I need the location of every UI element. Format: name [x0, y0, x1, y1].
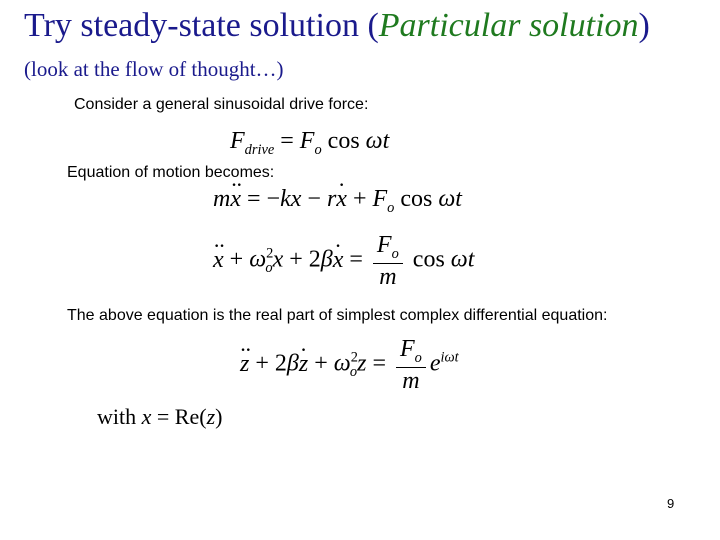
- drive-force-equation: [230, 128, 389, 159]
- eq-symbol: F: [376, 232, 392, 258]
- with-text: ): [215, 404, 223, 429]
- eq-numerator: [373, 232, 403, 264]
- eq-symbol: x: [272, 246, 284, 273]
- eq-function: cos: [321, 128, 366, 154]
- complex-equation: [240, 336, 459, 394]
- eq-fraction: [396, 336, 426, 394]
- with-text: with: [97, 404, 142, 429]
- equation-of-motion: [213, 186, 462, 217]
- eq-operator: +: [346, 186, 373, 212]
- eq-symbol: ωt: [438, 186, 462, 212]
- eq-subscript: o: [265, 260, 273, 277]
- eq-denominator: m: [379, 263, 397, 290]
- eq-superscript: 2: [266, 245, 274, 262]
- eq-symbol: e: [429, 350, 441, 377]
- eq-symbol: ·· x: [230, 186, 241, 213]
- eq-symbol: F: [372, 186, 388, 212]
- eq-subscript: drive: [244, 141, 275, 158]
- eq-symbol: β: [320, 246, 333, 273]
- eq-subscript: o: [387, 199, 395, 216]
- eq-symbol: x: [141, 404, 152, 429]
- eq-symbol: ωt: [365, 128, 390, 154]
- eq-subscript: o: [314, 141, 322, 158]
- eq-symbol: ·· x: [213, 247, 224, 274]
- eq-operator: + 2: [283, 246, 321, 273]
- eq-symbol: r: [326, 186, 337, 212]
- eq-symbol: F: [230, 128, 245, 154]
- eq-symbol: F: [399, 336, 415, 362]
- eq-symbol: F: [299, 128, 315, 154]
- title-suffix: ): [638, 7, 650, 44]
- eq-fraction: [373, 232, 403, 290]
- eq-superscript: 2: [350, 349, 358, 366]
- with-x-re-z-line: [97, 404, 222, 430]
- eq-operator: −: [301, 186, 327, 212]
- eq-function: cos: [406, 246, 451, 273]
- eq-operator: =: [274, 128, 300, 154]
- title-italic: Particular solution: [378, 7, 639, 44]
- eq-operator: + 2: [249, 350, 287, 377]
- eq-subscript: o: [414, 349, 422, 366]
- eq-symbol: · x: [333, 247, 344, 274]
- eq-superscript: iωt: [440, 349, 459, 366]
- eq-subscript: o: [349, 364, 358, 381]
- eq-operator: +: [223, 246, 250, 273]
- eq-symbol: ·· z: [240, 351, 249, 378]
- eq-symbol: · x: [336, 186, 347, 213]
- slide-subtitle: (look at the flow of thought…): [24, 57, 284, 81]
- eq-symbol: ω: [249, 246, 267, 273]
- eq-operator: =: [366, 350, 392, 377]
- complex-intro-text: The above equation is the real part of simplest complex differential equation:: [67, 307, 608, 324]
- eq-symbol: · z: [299, 351, 308, 378]
- drive-intro-text: Consider a general sinusoidal drive force:: [74, 96, 369, 113]
- page-number: 9: [667, 496, 675, 511]
- eq-subscript: o: [391, 245, 399, 262]
- slide-title: [24, 6, 650, 45]
- with-text: = Re(: [151, 404, 207, 429]
- eom-intro-text: Equation of motion becomes:: [67, 164, 275, 181]
- eq-numerator: [396, 336, 426, 368]
- eq-operator: =: [343, 246, 369, 273]
- eq-function: cos: [394, 186, 439, 212]
- eq-symbol: z: [357, 350, 367, 377]
- eq-operator: = −: [241, 186, 281, 212]
- title-prefix: Try steady-state solution (: [24, 7, 379, 44]
- eq-symbol: ωt: [450, 246, 475, 273]
- eq-symbol: kx: [280, 186, 302, 212]
- eq-symbol: ω: [333, 350, 351, 377]
- eq-symbol: m: [213, 186, 231, 212]
- eq-operator: +: [308, 350, 334, 377]
- eq-denominator: m: [402, 367, 420, 394]
- eq-symbol: z: [206, 404, 216, 429]
- eq-symbol: β: [286, 350, 299, 377]
- normalized-equation: [213, 232, 474, 290]
